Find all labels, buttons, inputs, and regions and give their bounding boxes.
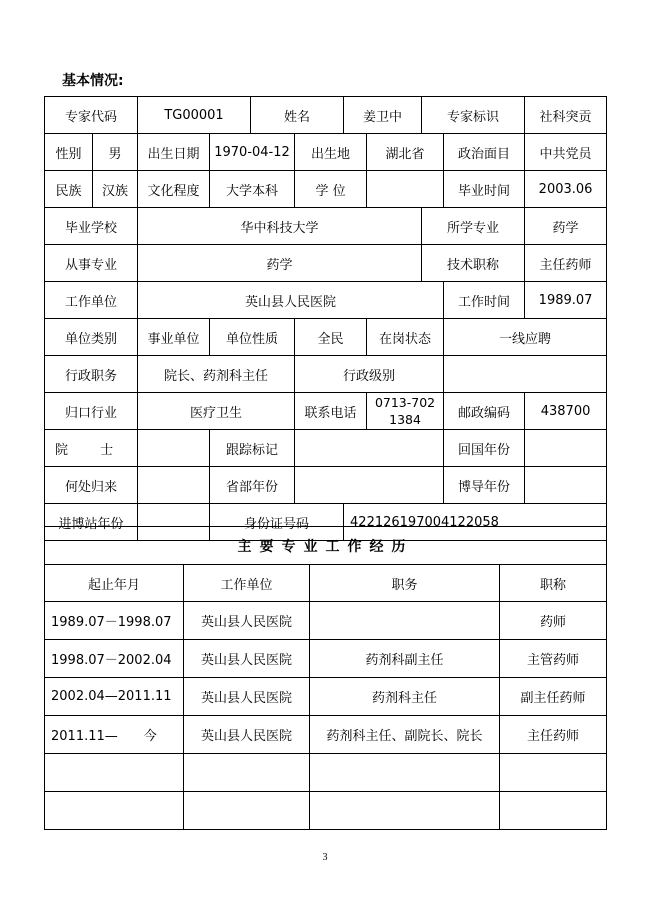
title-value: 主任药师 [525,245,607,282]
ethnicity-value: 汉族 [93,171,138,208]
post-status-value: 一线应聘 [444,319,607,356]
tracking-value [295,430,444,467]
unit-nature-value: 全民 [295,319,367,356]
birthplace-value: 湖北省 [367,134,444,171]
expert-mark-value: 社科突贡 [525,97,607,134]
row-academician [45,430,607,467]
phd-advisor-year-label: 博导年份 [444,467,525,504]
table-row [45,602,607,640]
table-row [45,754,607,792]
education-label: 文化程度 [138,171,210,208]
expert-code-label: 专家代码 [45,97,138,134]
position-cell: 药剂科主任 [310,678,500,716]
row-ethnicity [45,171,607,208]
experience-title-row [45,527,607,565]
unit-nature-label: 单位性质 [210,319,295,356]
return-from-value [138,467,210,504]
admin-level-value [444,356,607,393]
id-number-value: 422126197004122058 [344,504,607,541]
school-value: 华中科技大学 [138,208,422,245]
political-label: 政治面目 [444,134,525,171]
period-cell: 1989.07－1998.07 [45,602,184,640]
profession-label: 从事专业 [45,245,138,282]
row-unit-type [45,319,607,356]
name-value: 姜卫中 [344,97,422,134]
row-employer [45,282,607,319]
work-time-label: 工作时间 [444,282,525,319]
title-cell: 药师 [500,602,607,640]
profession-value: 药学 [138,245,422,282]
table-row [45,716,607,754]
major-label: 所学专业 [422,208,525,245]
employer-cell [184,754,310,792]
return-from-label: 何处归来 [45,467,138,504]
work-time-value: 1989.07 [525,282,607,319]
position-cell: 药剂科主任、副院长、院长 [310,716,500,754]
period-cell [45,754,184,792]
row-expert-code [45,97,607,134]
provincial-year-value [295,467,444,504]
grad-time-label: 毕业时间 [444,171,525,208]
experience-table [44,526,607,830]
name-label: 姓名 [251,97,344,134]
birthplace-label: 出生地 [295,134,367,171]
return-year-label: 回国年份 [444,430,525,467]
employer-cell [184,792,310,830]
post-status-label: 在岗状态 [367,319,444,356]
gender-value: 男 [93,134,138,171]
title-cell: 主任药师 [500,716,607,754]
unit-type-value: 事业单位 [138,319,210,356]
postcode-value: 438700 [525,393,607,430]
expert-code-value: TG00001 [138,97,251,134]
phone-value: 0713-702 1384 [367,393,444,430]
gender-label: 性别 [45,134,93,171]
row-gender [45,134,607,171]
title-cell: 主管药师 [500,640,607,678]
major-value: 药学 [525,208,607,245]
page-number: 3 [322,852,328,863]
birth-value: 1970-04-12 [210,134,295,171]
grad-time-value: 2003.06 [525,171,607,208]
row-admin-post [45,356,607,393]
postdoc-year-label: 进博站年份 [45,504,138,541]
phd-advisor-year-value [525,467,607,504]
academician-value [138,430,210,467]
admin-level-label: 行政级别 [295,356,444,393]
experience-title: 主要专业工作经历 [45,527,607,565]
employer-value: 英山县人民医院 [138,282,444,319]
position-cell [310,602,500,640]
row-profession [45,245,607,282]
title-cell [500,754,607,792]
period-cell: 2011.11— 今 [45,716,184,754]
postcode-label: 邮政编码 [444,393,525,430]
row-school [45,208,607,245]
id-label: 身份证号码 [210,504,344,541]
admin-post-label: 行政职务 [45,356,138,393]
degree-value [367,171,444,208]
employer-cell: 英山县人民医院 [184,678,310,716]
ethnicity-label: 民族 [45,171,93,208]
header-position: 职务 [310,565,500,602]
birth-label: 出生日期 [138,134,210,171]
title-cell [500,792,607,830]
period-cell: 1998.07－2002.04 [45,640,184,678]
education-value: 大学本科 [210,171,295,208]
unit-type-label: 单位类别 [45,319,138,356]
basic-info-table [44,96,607,541]
industry-value: 医疗卫生 [138,393,295,430]
school-label: 毕业学校 [45,208,138,245]
table-row [45,678,607,716]
header-title: 职称 [500,565,607,602]
header-period: 起止年月 [45,565,184,602]
title-label: 技术职称 [422,245,525,282]
phone-label: 联系电话 [295,393,367,430]
employer-cell: 英山县人民医院 [184,716,310,754]
position-cell [310,792,500,830]
employer-label: 工作单位 [45,282,138,319]
experience-header-row [45,565,607,602]
return-year-value [525,430,607,467]
position-cell [310,754,500,792]
degree-label: 学 位 [295,171,367,208]
row-return-from [45,467,607,504]
row-industry [45,393,607,430]
table-row [45,640,607,678]
period-cell: 2002.04—2011.11 [45,678,184,716]
political-value: 中共党员 [525,134,607,171]
employer-cell: 英山县人民医院 [184,640,310,678]
header-employer: 工作单位 [184,565,310,602]
academician-label: 院 士 [45,430,138,467]
industry-label: 归口行业 [45,393,138,430]
provincial-year-label: 省部年份 [210,467,295,504]
title-cell: 副主任药师 [500,678,607,716]
expert-mark-label: 专家标识 [422,97,525,134]
period-cell [45,792,184,830]
employer-cell: 英山县人民医院 [184,602,310,640]
position-cell: 药剂科副主任 [310,640,500,678]
admin-post-value: 院长、药剂科主任 [138,356,295,393]
section-heading: 基本情况: [62,73,124,89]
table-row [45,792,607,830]
tracking-label: 跟踪标记 [210,430,295,467]
